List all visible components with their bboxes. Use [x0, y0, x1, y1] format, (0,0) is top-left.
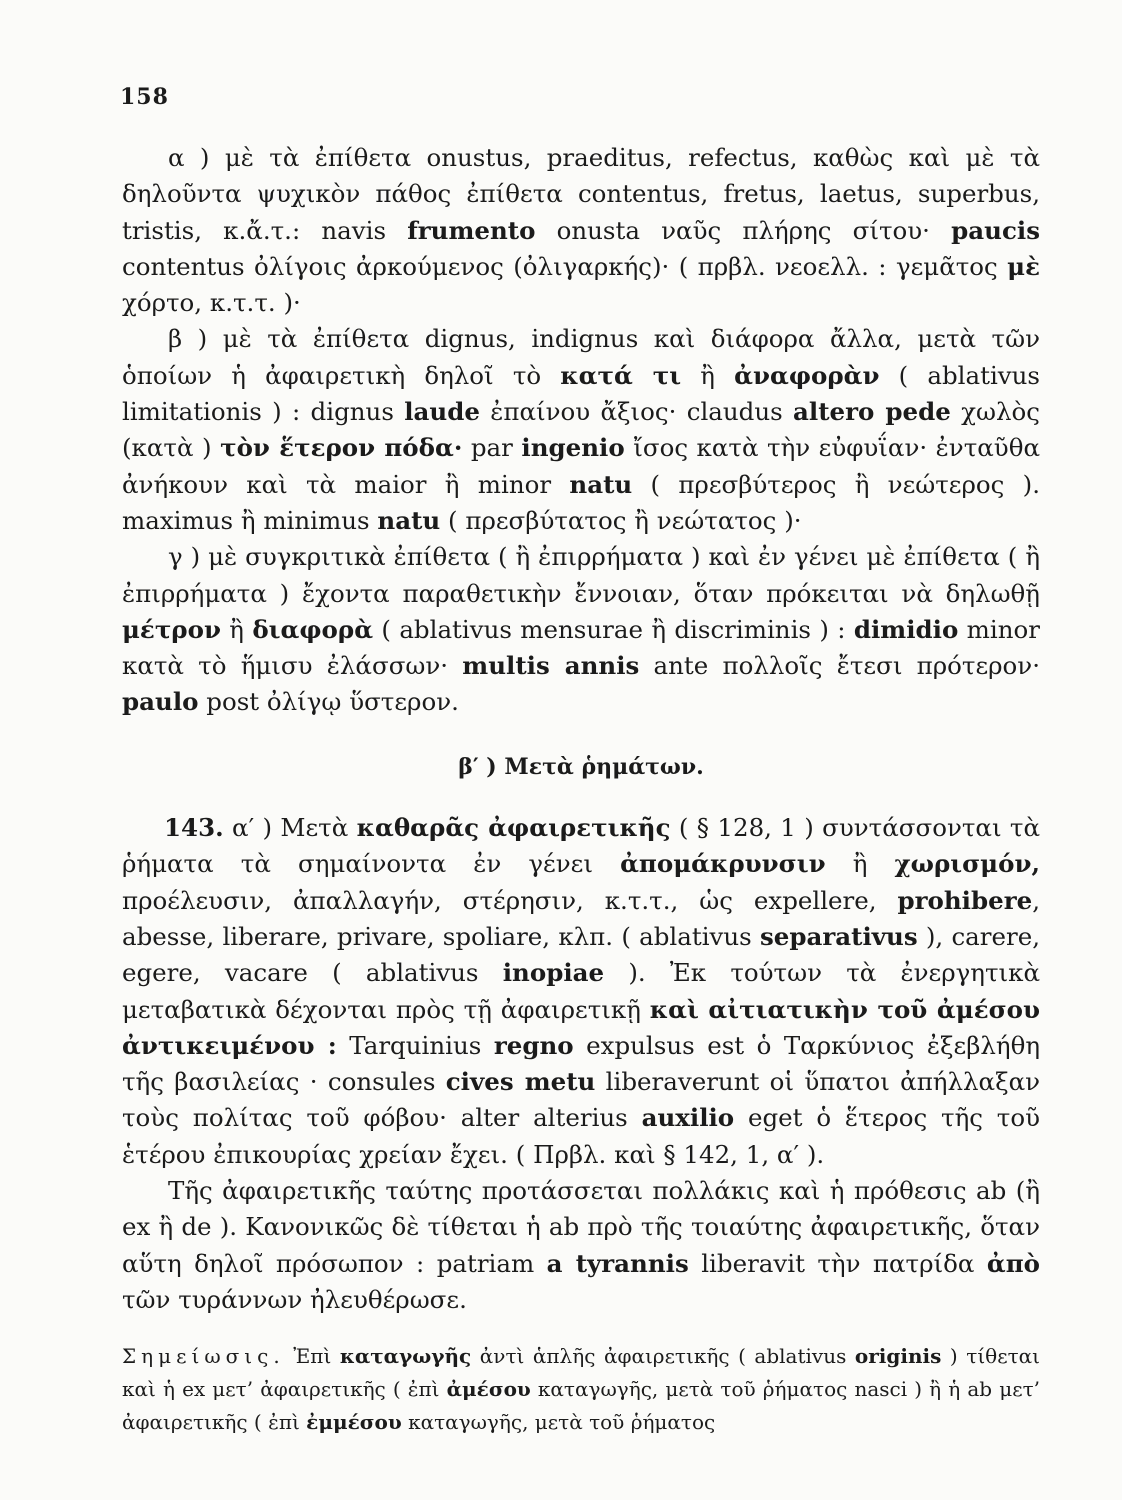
bold-text: paucis [951, 215, 1040, 245]
para-beta [122, 321, 1040, 539]
bold-text: κατά τι [560, 360, 682, 390]
section-heading [122, 749, 1040, 786]
bold-text: altero pede [793, 397, 951, 427]
text-run: καταγωγῆς, μετὰ τοῦ ῥήματος nasci ) ἢ ἡ ab μετ’ ἀφαιρετικῆς ( ἐπὶ [122, 1377, 1040, 1434]
para-gamma [122, 539, 1040, 720]
bold-text: multis annis [462, 651, 640, 681]
bold-text: καὶ αἰτιατικὴν τοῦ ἀμέσου ἀντικειμένου : [122, 994, 1040, 1060]
bold-text: cives metu [445, 1067, 596, 1097]
bold-text: auxilio [641, 1103, 735, 1133]
text-run: ἢ [825, 849, 895, 879]
text-run: ἢ [681, 360, 735, 390]
bold-text: originis [854, 1344, 942, 1368]
footnote [122, 1340, 1040, 1439]
text-run: post ὀλίγῳ ὕστερον. [198, 687, 459, 717]
text-run: Ἐπὶ [284, 1344, 340, 1368]
text-run: προέλευσιν, ἀπαλλαγήν, στέρησιν, κ.τ.τ., ὡς expellere, [122, 885, 898, 915]
bold-text: 143. [164, 813, 224, 843]
text-run: α′ ) Μετὰ [223, 813, 357, 843]
text-run: ἀντὶ ἁπλῆς ἀφαιρετικῆς ( ablativus [471, 1344, 855, 1368]
bold-text: a tyrannis [546, 1248, 689, 1278]
page-number: 158 [120, 84, 169, 110]
bold-text: ingenio [521, 433, 625, 463]
bold-text: ἀναφορὰν [734, 360, 880, 390]
bold-text: ἐμμέσου [306, 1410, 402, 1434]
text-run: ante πολλοῖς ἔτεσι πρότερον· [639, 651, 1040, 681]
bold-text: natu [569, 469, 633, 499]
text-run: , abesse, liberare, privare, spoliare, κλπ. ( ablativus [122, 885, 1040, 951]
text-run: ) τίθεται καὶ ἡ ex μετ’ ἀφαιρετικῆς ( ἐπὶ [122, 1344, 1040, 1401]
text-run: τῶν τυράννων ἠλευθέρωσε. [122, 1284, 467, 1314]
text-run: ἢ [220, 614, 253, 644]
text-run: ), carere, egere, vacare ( ablativus [122, 921, 1041, 988]
text-run: eget ὁ ἕτερος τῆς τοῦ ἑτέρου ἐπικουρίας χρείαν ἔχει. ( Πρβλ. καὶ § 142, 1, α′ ). [122, 1103, 1040, 1169]
text-run: ἴσος κατὰ τὴν εὐφυΐαν· ἐνταῦθα ἀνήκουν καὶ τὰ maior ἢ minor [122, 433, 1040, 499]
text-run: καταγωγῆς, μετὰ τοῦ ῥήματος [401, 1410, 716, 1434]
bold-text: separativus [759, 921, 918, 951]
text-run: contentus ὀλίγοις ἀρκούμενος (ὀλιγαρκής)· ( πρβλ. νεοελλ. : γεμᾶτος [122, 251, 1008, 281]
text-run: liberavit τὴν πατρίδα [688, 1248, 987, 1278]
text-run: expulsus est ὁ Ταρκύνιος ἐξεβλήθη τῆς βασιλείας · consules [122, 1030, 1041, 1097]
bold-text: β′ ) Μετὰ ῥημάτων. [458, 753, 704, 780]
bold-text: laude [404, 397, 480, 427]
text-run: ἐπαίνου ἄξιος· claudus [479, 397, 794, 427]
text-run: Tarquinius [336, 1030, 494, 1060]
text-run: ( § 128, 1 ) συντάσσονται τὰ ῥήματα τὰ σημαίνοντα ἐν γένει [122, 813, 1041, 879]
text-run: Σημείωσις. [122, 1344, 285, 1368]
para-ab [122, 1173, 1040, 1318]
bold-text: ἀμέσου [446, 1377, 531, 1401]
para-143 [122, 810, 1040, 1173]
bold-text: καθαρᾶς ἀφαιρετικῆς [356, 813, 671, 843]
bold-text: ἀπὸ [986, 1248, 1040, 1278]
bold-text: frumento [407, 215, 536, 245]
bold-text: inopiae [502, 958, 605, 988]
bold-text: natu [377, 505, 441, 535]
text-run: par [462, 433, 522, 463]
text-run: ( πρεσβύτερος ἢ νεώτερος ). maximus ἢ minimus [122, 469, 1040, 535]
bold-text: μὲ [1007, 251, 1040, 281]
bold-text: διαφορὰ [252, 614, 374, 644]
bold-text: τὸν ἕτερον πόδα· [220, 433, 463, 463]
para-alpha [122, 140, 1040, 321]
bold-text: regno [493, 1030, 574, 1060]
bold-text: prohibere [897, 885, 1033, 915]
bold-text: paulo [122, 687, 199, 717]
text-run: ). Ἐκ τούτων τὰ ἐνεργητικὰ μεταβατικὰ δέχονται πρὸς τῇ ἀφαιρετικῇ [122, 958, 1040, 1024]
text-run: β ) μὲ τὰ ἐπίθετα dignus, indignus καὶ διάφορα ἄλλα, μετὰ τῶν ὁποίων ἡ ἀφαιρετικὴ δηλοῖ τὸ [122, 324, 1040, 390]
bold-text: μέτρον [122, 614, 221, 644]
bold-text: χωρισμόν, [894, 849, 1040, 879]
bold-text: καταγωγῆς [339, 1344, 472, 1368]
bold-text: dimidio [853, 614, 959, 644]
text-run: χωλὸς (κατὰ ) [122, 397, 1040, 463]
text-run: Τῆς ἀφαιρετικῆς ταύτης προτάσσεται πολλάκις καὶ ἡ πρόθεσις ab (ἢ ex ἢ de ). Κανονικῶς δὲ τίθεται ἡ ab πρὸ τῆς τοιαύτης ἀφαιρετικῆς, ὅταν αὕτη δηλοῖ πρόσωπον : patriam [122, 1176, 1040, 1278]
text-run: minor κατὰ τὸ ἥμισυ ἐλάσσων· [122, 614, 1040, 681]
text-run: γ ) μὲ συγκριτικὰ ἐπίθετα ( ἢ ἐπιρρήματα ) καὶ ἐν γένει μὲ ἐπίθετα ( ἢ ἐπιρρήματα ) ἔχοντα παραθετικὴν ἔννοιαν, ὅταν πρόκειται νὰ δηλωθῇ [122, 542, 1040, 608]
text-run: α ) μὲ τὰ ἐπίθετα onustus, praeditus, refectus, καθὼς καὶ μὲ τὰ δηλοῦντα ψυχικὸν πάθος ἐπίθετα contentus, fretus, laetus, superbus, tristis, κ.ἄ.τ.: navis [122, 143, 1040, 245]
text-run: ( ablativus mensurae ἢ discriminis ) : [373, 614, 854, 644]
main-text [122, 140, 1040, 1318]
text-run: ( ablativus limitationis ) : dignus [122, 360, 1040, 427]
text-run: onusta ναῦς πλήρης σίτου· [535, 215, 952, 245]
bold-text: ἀπομάκρυνσιν [620, 849, 826, 879]
note-paragraph [122, 1340, 1040, 1439]
text-run: ( πρεσβύτατος ἢ νεώτατος )· [440, 505, 802, 535]
text-run: χόρτο, κ.τ.τ. )· [122, 288, 301, 318]
text-run: liberaverunt οἱ ὕπατοι ἀπήλλαξαν τοὺς πολίτας τοῦ φόβου· alter alterius [122, 1067, 1041, 1133]
